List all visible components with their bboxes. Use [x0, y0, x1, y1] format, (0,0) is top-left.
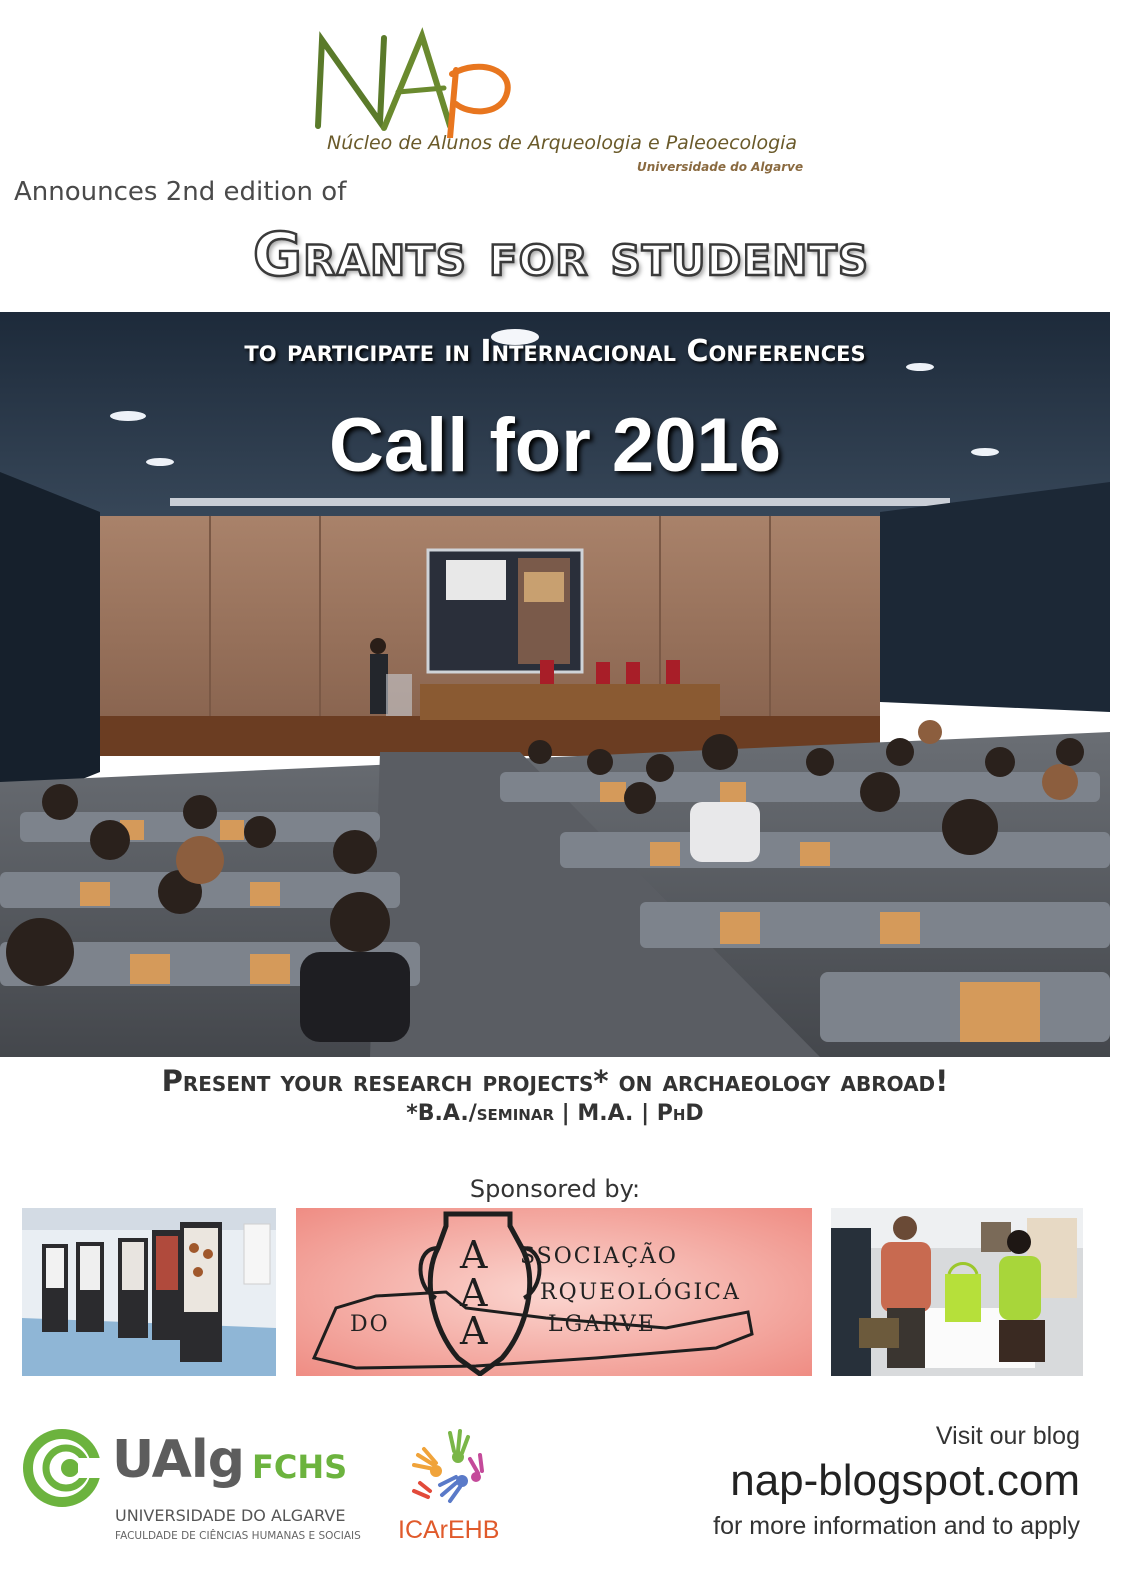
degree-levels: *B.A./seminar | M.A. | PhD: [406, 1101, 704, 1126]
more-info-text: for more information and to apply: [713, 1512, 1080, 1540]
sponsor-exhibition-photo: [22, 1208, 276, 1376]
nap-subtitle: Núcleo de Alunos de Arqueologia e Paleoecologia: [327, 132, 798, 154]
blog-url-link[interactable]: nap-blogspot.com: [730, 1456, 1080, 1505]
call-for-year: Call for 2016: [329, 403, 781, 488]
nap-logo: [310, 18, 540, 138]
ualg-full-name: UNIVERSIDADE DO ALGARVE: [115, 1506, 346, 1525]
sponsored-by-label: Sponsored by:: [469, 1175, 641, 1203]
present-research-text: Present your research projects* on archaeology abroad!: [161, 1064, 949, 1098]
nap-university: Universidade do Algarve: [637, 160, 804, 174]
sponsor-registration-photo: [831, 1208, 1083, 1376]
association-word-3: LGARVE: [548, 1312, 656, 1337]
icarehb-label: ICArEHB: [398, 1516, 500, 1544]
association-word-1: SSOCIAÇÃO: [520, 1244, 678, 1269]
fchs-label: FCHS: [252, 1448, 348, 1486]
ualg-name: UAlg: [112, 1430, 244, 1490]
association-logo: [296, 1208, 812, 1376]
ualg-logo-icon: [22, 1428, 106, 1508]
announce-text: Announces 2nd edition of: [14, 177, 347, 207]
association-word-2: RQUEOLÓGICA: [540, 1280, 741, 1305]
association-word-do: DO: [350, 1312, 390, 1337]
hero-subtitle: to participate in Internacional Conferences: [244, 334, 866, 369]
svg-text:A: A: [460, 1233, 488, 1277]
icarehb-hands-icon: [400, 1425, 490, 1515]
main-title: Grants for students: [252, 220, 870, 290]
svg-text:A: A: [460, 1271, 488, 1315]
svg-text:A: A: [460, 1309, 488, 1353]
ualg-faculty: FACULDADE DE CIÊNCIAS HUMANAS E SOCIAIS: [115, 1530, 361, 1542]
visit-blog-label: Visit our blog: [935, 1422, 1080, 1450]
